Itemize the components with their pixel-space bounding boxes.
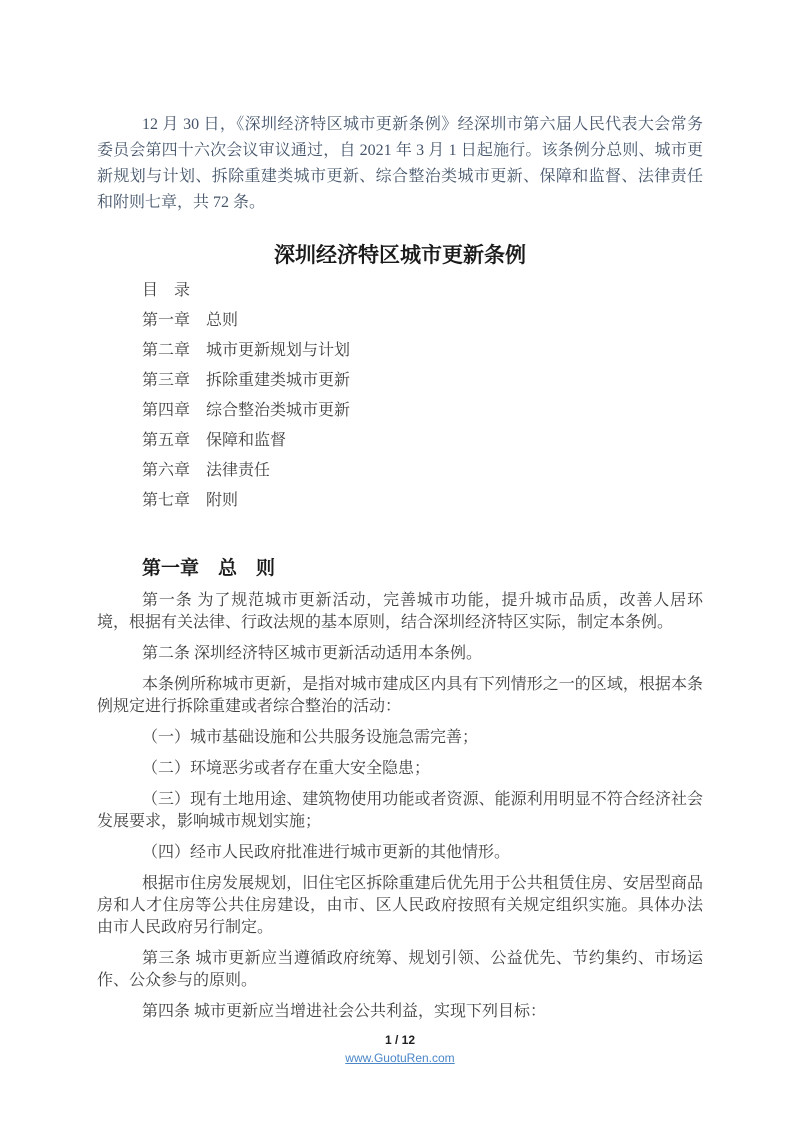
- intro-paragraph: 12 月 30 日，《深圳经济特区城市更新条例》经深圳市第六届人民代表大会常务委员会第四十六次会议审议通过，自 2021 年 3 月 1 日起施行。该条例分总则、城市更新规划与计划、拆除重建类城市更新、综合整治类城市更新、保障和监督、法律责任和附则七章，共 72 条。: [97, 116, 703, 211]
- body-paragraph-article-1: 第一条 为了规范城市更新活动，完善城市功能，提升城市品质，改善人居环境，根据有关法律、行政法规的基本原则，结合深圳经济特区实际，制定本条例。: [97, 592, 703, 631]
- body-paragraph-article-2-definition: 本条例所称城市更新，是指对城市建成区内具有下列情形之一的区域，根据本条例规定进行拆除重建或者综合整治的活动：: [97, 676, 703, 715]
- body-paragraph-article-2: 第二条 深圳经济特区城市更新活动适用本条例。: [142, 645, 483, 662]
- page-footer: [0, 1033, 800, 1067]
- body-paragraph-item-2: （二）环境恶劣或者存在重大安全隐患；: [142, 760, 431, 777]
- body-paragraph-housing-plan: 根据市住房发展规划，旧住宅区拆除重建后优先用于公共租赁住房、安居型商品房和人才住房等公共住房建设，由市、区人民政府按照有关规定组织实施。具体办法由市人民政府另行制定。: [97, 875, 703, 936]
- toc-item-chapter-2: 第二章 城市更新规划与计划: [142, 342, 351, 359]
- toc-item-chapter-6: 第六章 法律责任: [142, 462, 271, 479]
- body-paragraph-item-1: （一）城市基础设施和公共服务设施急需完善；: [142, 729, 479, 746]
- toc-item-chapter-4: 第四章 综合整治类城市更新: [142, 402, 351, 419]
- document-title: 深圳经济特区城市更新条例: [274, 244, 526, 267]
- body-paragraph-item-3: （三）现有土地用途、建筑物使用功能或者资源、能源利用明显不符合经济社会发展要求，影响城市规划实施；: [97, 791, 703, 830]
- toc-item-chapter-1: 第一章 总则: [142, 312, 239, 329]
- toc-item-chapter-7: 第七章 附则: [142, 492, 239, 509]
- page-number: 1 / 12: [384, 1033, 416, 1047]
- toc-heading: 目 录: [142, 282, 191, 299]
- body-paragraph-item-4: （四）经市人民政府批准进行城市更新的其他情形。: [142, 844, 511, 861]
- footer-link[interactable]: www.GuotuRen.com: [345, 1051, 455, 1065]
- toc-item-chapter-5: 第五章 保障和监督: [142, 432, 287, 449]
- toc-item-chapter-3: 第三章 拆除重建类城市更新: [142, 372, 351, 389]
- body-paragraph-article-4: 第四条 城市更新应当增进社会公共利益，实现下列目标：: [142, 1003, 547, 1020]
- chapter-1-heading: 第一章 总 则: [142, 558, 276, 579]
- body-paragraph-article-3: 第三条 城市更新应当遵循政府统筹、规划引领、公益优先、节约集约、市场运作、公众参与的原则。: [97, 950, 703, 989]
